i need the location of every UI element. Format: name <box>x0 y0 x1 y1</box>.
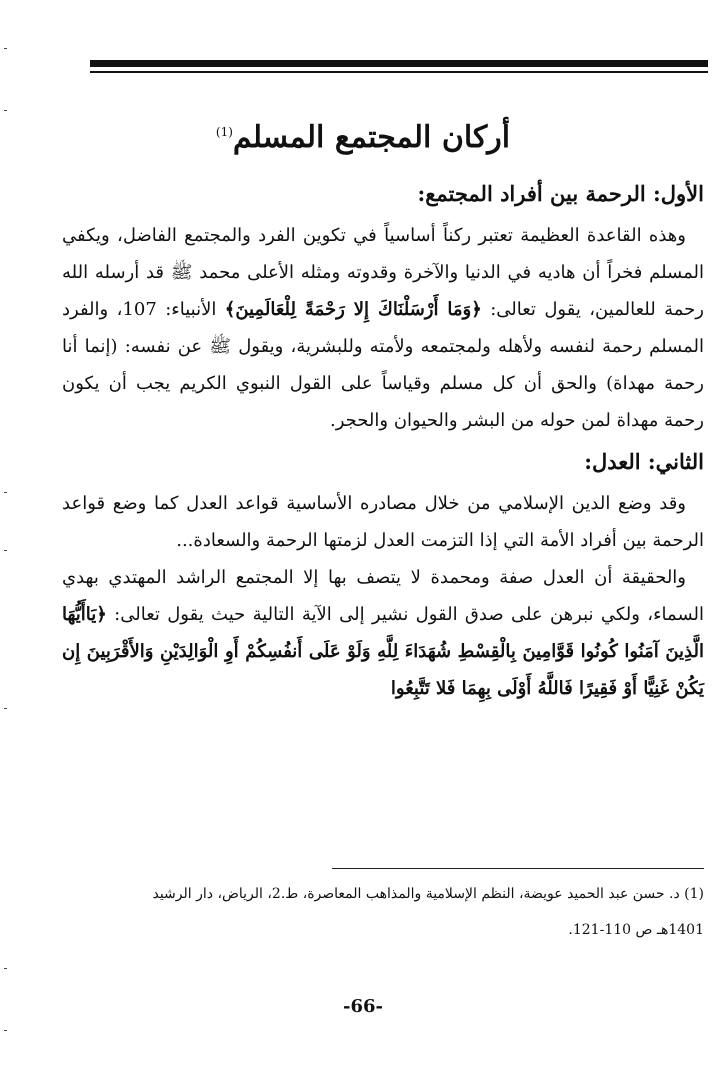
paragraph-text: الأنبياء: 107، والفرد المسلم رحمة لنفسه ولأهله ولمجتمعه ولأمته وللبشرية، ويقول ﷺ عن نفسه: (إنما أنا رحمة مهداة) والحق أن كل مسلم وقياساً على القول النبوي الكريم يجب أن يكون رحمة مهداة لمن حوله من البشر والحيوان والحجر. <box>62 299 704 431</box>
footnote-line-2: 1401هـ ص 110-121. <box>568 922 704 938</box>
chapter-title <box>62 120 704 155</box>
scan-edge-mark <box>4 968 7 969</box>
footnote <box>62 876 704 948</box>
scan-edge-mark <box>4 48 7 49</box>
footnote-line-1: (1) د. حسن عبد الحميد عويضة، النظم الإسلامية والمذاهب المعاصرة، ط.2، الرياض، دار الرشيد <box>152 886 704 902</box>
paragraph-text: وهذه القاعدة العظيمة تعتبر ركناً أساسياً في تكوين الفرد والمجتمع الفاضل، ويكفي المسلم فخراً أن هاديه في الدنيا والآخرة وقدوته ومثله الأعلى محمد ﷺ قد أرسله الله رحمة للعالمين، يقول تعالى: <box>62 225 704 320</box>
scan-edge-mark <box>4 1030 7 1031</box>
paragraph-justice-verse <box>62 559 704 707</box>
scan-edge-mark <box>4 708 7 709</box>
paragraph-mercy <box>62 217 704 439</box>
paragraph-text: والحقيقة أن العدل صفة ومحمدة لا يتصف بها إلا المجتمع الراشد المهتدي بهدي السماء، ولكي نبرهن على صدق القول نشير إلى الآية التالية حيث يقول تعالى: <box>62 567 704 625</box>
page-body <box>62 120 704 707</box>
header-rule-thick <box>90 60 708 67</box>
footnote-separator <box>332 868 704 869</box>
footnote-marker: (1) <box>215 125 233 139</box>
chapter-title-text: أركان المجتمع المسلم <box>232 120 511 155</box>
section-heading-mercy: الأول: الرحمة بين أفراد المجتمع: <box>417 181 704 206</box>
page-number: -66- <box>343 996 383 1017</box>
header-rule-thin <box>90 71 708 73</box>
quran-verse: ﴿وَمَا أَرْسَلْنَاكَ إِلا رَحْمَةً لِلْعَالَمِينَ﴾ <box>224 299 482 320</box>
paragraph-justice-rules: وقد وضع الدين الإسلامي من خلال مصادره الأساسية قواعد العدل كما وضع قواعد الرحمة بين أفراد الأمة التي إذا التزمت العدل لزمتها الرحمة والسعادة... <box>62 493 704 551</box>
section-heading-justice: الثاني: العدل: <box>584 449 704 474</box>
scan-edge-mark <box>4 492 7 493</box>
quran-verse: ﴿يَاأَيُّهَا الَّذِينَ آمَنُوا كُونُوا قَوَّامِينَ بِالْقِسْطِ شُهَدَاءَ لِلَّهِ وَلَوْ عَلَى أَنفُسِكُمْ أَوِ الْوَالِدَيْنِ وَالأَقْرَبِينَ إِن يَكُنْ غَنِيًّا أَوْ فَقِيرًا فَاللَّهُ أَوْلَى بِهِمَا فَلا تَتَّبِعُوا <box>62 604 704 699</box>
scan-edge-mark <box>4 550 7 551</box>
scan-edge-mark <box>4 110 7 111</box>
